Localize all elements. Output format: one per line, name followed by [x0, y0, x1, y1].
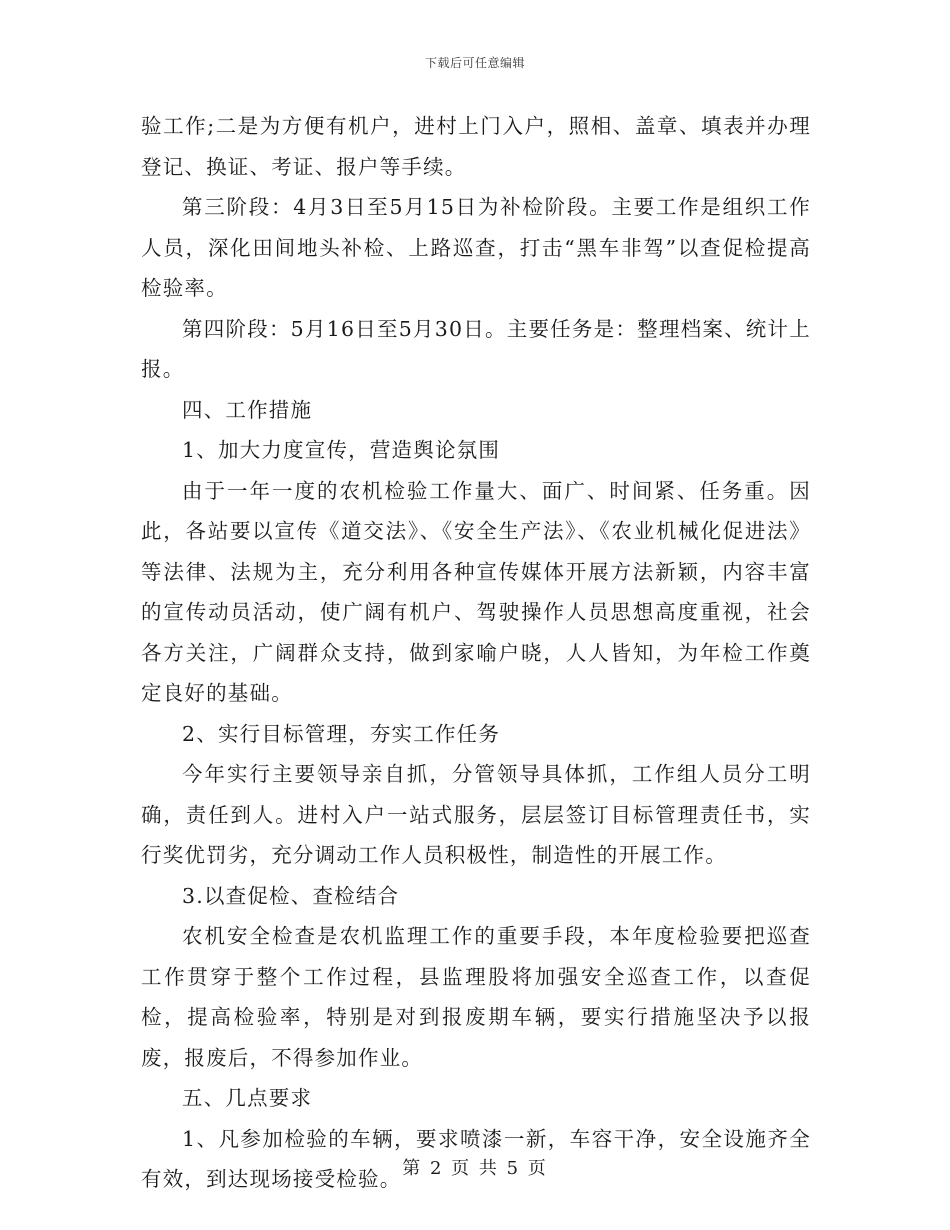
section-heading: 五、几点要求 — [182, 1086, 313, 1110]
paragraph: 由于一年一度的农机检验工作量大、面广、时间紧、任务重。因此，各站要以宣传《道交法》、《安全生产法》、《农业机械化促进法》等法律、法规为主，充分利用各种宣传媒体开展方法新颖，内容丰富的宣传动员活动，使广阔有机户、驾驶操作人员思想高度重视，社会各方关注，广阔群众支持，做到家喻户晓，人人皆知，为年检工作奠定良好的基础。 — [141, 478, 811, 705]
page-number-footer: 第 2 页 共 5 页 — [402, 1158, 548, 1179]
paragraph: 验工作;二是为方便有机户，进村上门入户，照相、盖章、填表并办理登记、换证、考证、报户等手续。 — [141, 114, 811, 179]
paragraph: 今年实行主要领导亲自抓，分管领导具体抓，工作组人员分工明确，责任到人。进村入户一站式服务，层层签订目标管理责任书，实行奖优罚劣，充分调动工作人员积极性，制造性的开展工作。 — [141, 762, 811, 867]
paragraph: 第三阶段：4月3日至5月15日为补检阶段。主要工作是组织工作人员，深化田间地头补检、上路巡查，打击“黑车非驾”以查促检提高检验率。 — [141, 195, 811, 300]
document-body — [141, 106, 811, 1200]
paragraph: 1、凡参加检验的车辆，要求喷漆一新，车容干净，安全设施齐全有效，到达现场接受检验。 — [141, 1126, 811, 1191]
paragraph: 第四阶段：5月16日至5月30日。主要任务是：整理档案、统计上报。 — [141, 316, 811, 381]
page-header-note: 下载后可任意编辑 — [424, 56, 525, 70]
subsection-heading: 3.以查促检、查检结合 — [182, 883, 400, 908]
section-heading: 四、工作措施 — [182, 397, 313, 422]
subsection-heading: 1、加大力度宣传，营造舆论氛围 — [182, 438, 501, 462]
paragraph: 农机安全检查是农机监理工作的重要手段，本年度检验要把巡查工作贯穿于整个工作过程，县监理股将加强安全巡查工作，以查促检，提高检验率，特别是对到报废期车辆，要实行措施坚决予以报废，报废后，不得参加作业。 — [141, 924, 811, 1070]
subsection-heading: 2、实行目标管理，夯实工作任务 — [182, 721, 501, 746]
